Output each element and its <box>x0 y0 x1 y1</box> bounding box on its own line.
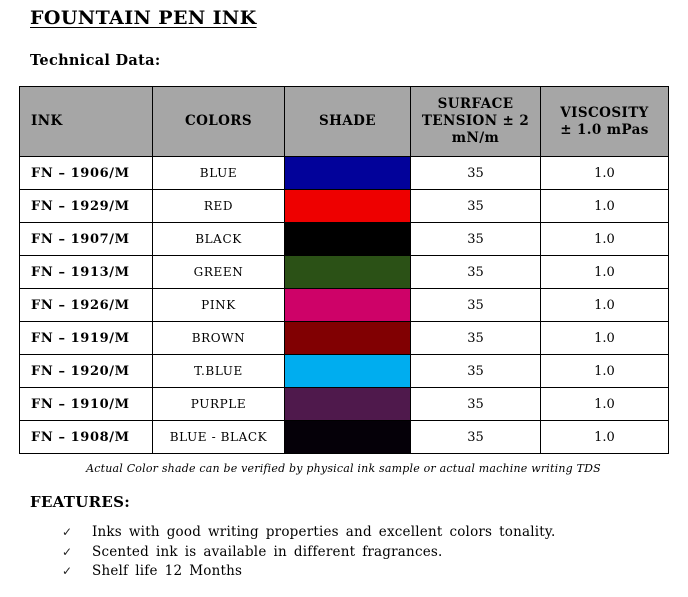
ink-code-cell: FN – 1929/M <box>20 190 153 223</box>
viscosity-cell: 1.0 <box>541 223 669 256</box>
viscosity-cell: 1.0 <box>541 256 669 289</box>
feature-text: Scented ink is available in different fragrances. <box>92 543 443 560</box>
shade-swatch <box>285 322 411 355</box>
ink-code-cell: FN – 1926/M <box>20 289 153 322</box>
table-row <box>20 355 669 388</box>
check-icon: ✓ <box>62 564 73 578</box>
viscosity-cell: 1.0 <box>541 322 669 355</box>
ink-code-cell: FN – 1908/M <box>20 421 153 454</box>
features-heading: FEATURES: <box>30 493 131 511</box>
feature-text: Shelf life 12 Months <box>92 563 243 579</box>
shade-swatch <box>285 256 411 289</box>
surface-tension-cell: 35 <box>411 355 541 388</box>
surface-tension-cell: 35 <box>411 421 541 454</box>
viscosity-cell: 1.0 <box>541 355 669 388</box>
color-name-cell: T.BLUE <box>153 355 285 388</box>
header-surface-tension <box>411 87 541 157</box>
page-title: FOUNTAIN PEN INK <box>30 7 257 29</box>
viscosity-cell: 1.0 <box>541 421 669 454</box>
header-viscosity <box>541 87 669 157</box>
feature-item <box>62 543 555 563</box>
table-row <box>20 223 669 256</box>
shade-swatch <box>285 421 411 454</box>
viscosity-cell: 1.0 <box>541 388 669 421</box>
surface-tension-cell: 35 <box>411 256 541 289</box>
color-name-cell: PURPLE <box>153 388 285 421</box>
check-icon: ✓ <box>62 544 73 559</box>
surface-tension-cell: 35 <box>411 388 541 421</box>
ink-code-cell: FN – 1919/M <box>20 322 153 355</box>
shade-swatch <box>285 388 411 421</box>
surface-tension-cell: 35 <box>411 157 541 190</box>
ink-code-cell: FN – 1920/M <box>20 355 153 388</box>
table-row <box>20 421 669 454</box>
color-name-cell: BLACK <box>153 223 285 256</box>
header-line: mN/m <box>451 130 500 146</box>
table-row <box>20 289 669 322</box>
table-row <box>20 256 669 289</box>
ink-data-table <box>19 86 669 454</box>
header-line: ± 1.0 mPas <box>560 121 649 138</box>
table-footnote: Actual Color shade can be verified by physical ink sample or actual machine writing TDS <box>86 462 601 475</box>
header-colors: COLORS <box>153 87 285 157</box>
surface-tension-cell: 35 <box>411 289 541 322</box>
table-header <box>20 87 669 157</box>
features-list <box>62 523 555 582</box>
check-icon: ✓ <box>62 525 73 539</box>
surface-tension-cell: 35 <box>411 223 541 256</box>
color-name-cell: BLUE - BLACK <box>153 421 285 454</box>
table-row <box>20 388 669 421</box>
feature-item <box>62 523 555 543</box>
table-row <box>20 322 669 355</box>
feature-item <box>62 562 555 582</box>
header-line: SURFACE <box>437 96 514 112</box>
ink-code-cell: FN – 1907/M <box>20 223 153 256</box>
shade-swatch <box>285 289 411 322</box>
shade-swatch <box>285 157 411 190</box>
color-name-cell: BLUE <box>153 157 285 190</box>
color-name-cell: RED <box>153 190 285 223</box>
table-header-row <box>20 87 669 157</box>
ink-code-cell: FN – 1906/M <box>20 157 153 190</box>
shade-swatch <box>285 355 411 388</box>
ink-code-cell: FN – 1910/M <box>20 388 153 421</box>
ink-code-cell: FN – 1913/M <box>20 256 153 289</box>
header-ink: INK <box>20 87 153 157</box>
table-row <box>20 190 669 223</box>
color-name-cell: BROWN <box>153 322 285 355</box>
viscosity-cell: 1.0 <box>541 190 669 223</box>
shade-swatch <box>285 190 411 223</box>
surface-tension-cell: 35 <box>411 190 541 223</box>
feature-text: Inks with good writing properties and excellent colors tonality. <box>92 524 556 540</box>
header-shade: SHADE <box>285 87 411 157</box>
color-name-cell: GREEN <box>153 256 285 289</box>
surface-tension-cell: 35 <box>411 322 541 355</box>
shade-swatch <box>285 223 411 256</box>
color-name-cell: PINK <box>153 289 285 322</box>
header-line: VISCOSITY <box>560 104 649 121</box>
header-line: TENSION ± 2 <box>421 113 530 129</box>
table-row <box>20 157 669 190</box>
viscosity-cell: 1.0 <box>541 289 669 322</box>
viscosity-cell: 1.0 <box>541 157 669 190</box>
section-technical-data-heading: Technical Data: <box>30 52 161 69</box>
